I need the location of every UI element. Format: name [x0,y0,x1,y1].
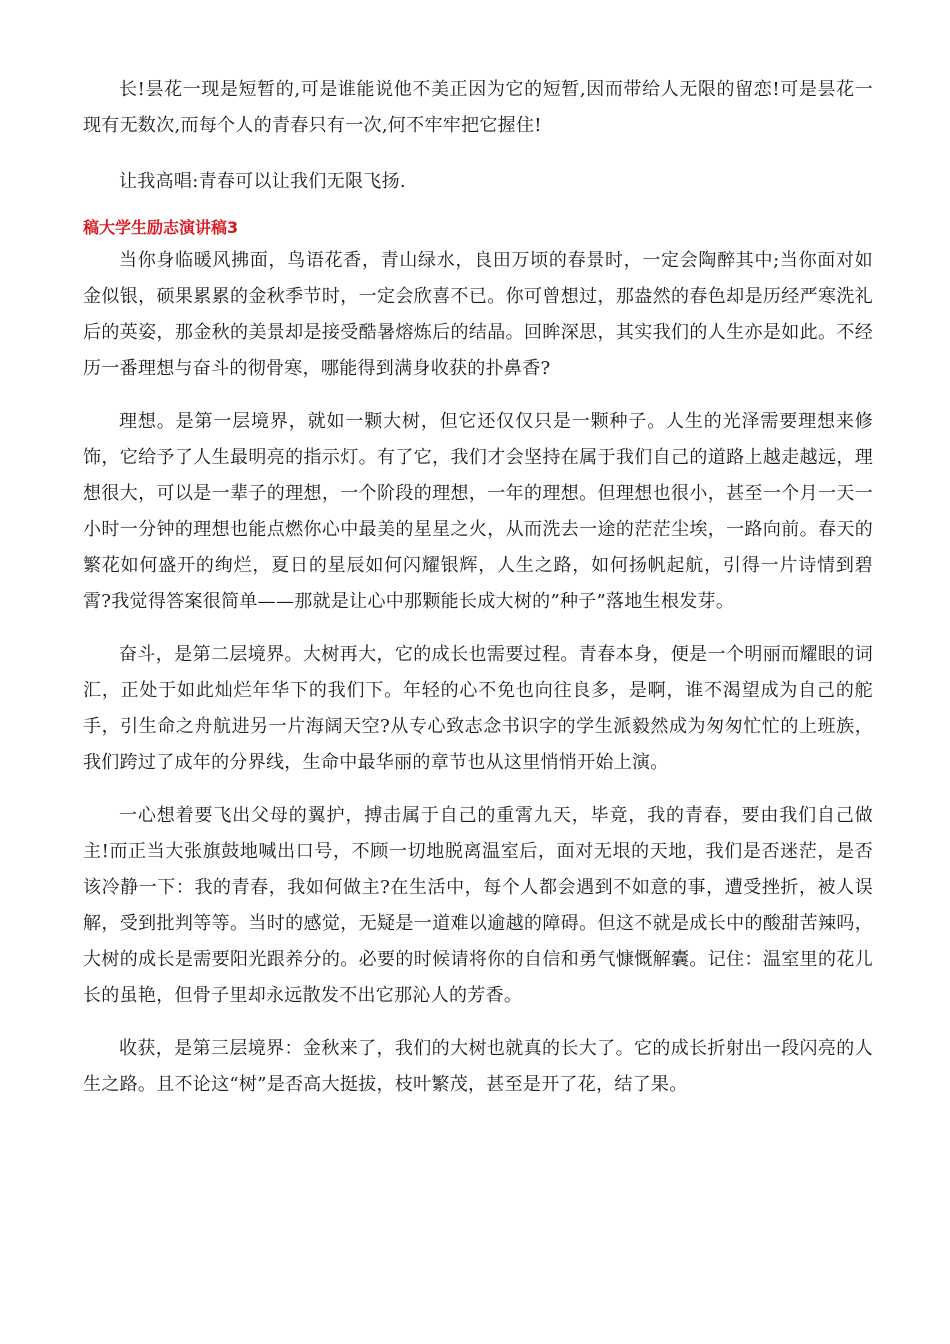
body-paragraph-4: 一心想着要飞出父母的翼护，搏击属于自己的重霄九天，毕竟，我的青春，要由我们自己做主!而正当大张旗鼓地喊出口号，不顾一切地脱离温室后，面对无垠的天地，我们是否迷茫，是否该冷静一下：我的青春，我如何做主?在生活中，每个人都会遇到不如意的事，遭受挫折，被人误解，受到批判等等。当时的感觉，无疑是一道难以逾越的障碍。但这不就是成长中的酸甜苦辣吗，大树的成长是需要阳光跟养分的。必要的时候请将你的自信和勇气慷慨解囊。记住：温室里的花儿长的虽艳，但骨子里却永远散发不出它那沁人的芳香。 [83,805,873,1006]
body-paragraph-5: 收获，是第三层境界：金秋来了，我们的大树也就真的长大了。它的成长折射出一段闪亮的人生之路。且不论这“树”是否高大挺拔，枝叶繁茂，甚至是开了花，结了果。 [83,1038,873,1095]
document-content [83,72,873,1103]
body-paragraph-3: 奋斗，是第二层境界。大树再大，它的成长也需要过程。青春本身，便是一个明丽而耀眼的词汇，正处于如此灿烂年华下的我们下。年轻的心不免也向往良多，是啊，谁不渴望成为自己的舵手，引生命之舟航进另一片海阔天空?从专心致志念书识字的学生派毅然成为匆匆忙忙的上班族，我们跨过了成年的分界线，生命中最华丽的章节也从这里悄悄开始上演。 [83,644,873,773]
body-paragraph-2: 理想。是第一层境界，就如一颗大树，但它还仅仅只是一颗种子。人生的光泽需要理想来修饰，它给予了人生最明亮的指示灯。有了它，我们才会坚持在属于我们自己的道路上越走越远，理想很大，可以是一辈子的理想，一个阶段的理想，一年的理想。但理想也很小，甚至一个月一天一小时一分钟的理想也能点燃你心中最美的星星之火，从而洗去一途的茫茫尘埃，一路向前。春天的繁花如何盛开的绚烂，夏日的星辰如何闪耀银辉，人生之路，如何扬帆起航，引得一片诗情到碧霄?我觉得答案很简单——那就是让心中那颗能长成大树的”种子”落地生根发芽。 [83,411,873,612]
intro-paragraph-2: 让我高唱:青春可以让我们无限飞扬. [119,171,406,192]
body-paragraph-1: 当你身临暖风拂面，鸟语花香，青山绿水，良田万顷的春景时，一定会陶醉其中;当你面对如金似银，硕果累累的金秋季节时，一定会欣喜不已。你可曾想过，那盎然的春色却是历经严寒洗礼后的英姿，那金秋的美景却是接受酷暑熔炼后的结晶。回眸深思，其实我们的人生亦是如此。不经历一番理想与奋斗的彻骨寒，哪能得到满身收获的扑鼻香? [83,250,873,379]
intro-paragraph-1: 长!昙花一现是短暂的,可是谁能说他不美正因为它的短暂,因而带给人无限的留恋!可是昙花一现有无数次,而每个人的青春只有一次,何不牢牢把它握住! [83,79,873,136]
section-title: 稿大学生励志演讲稿3 [83,218,239,237]
